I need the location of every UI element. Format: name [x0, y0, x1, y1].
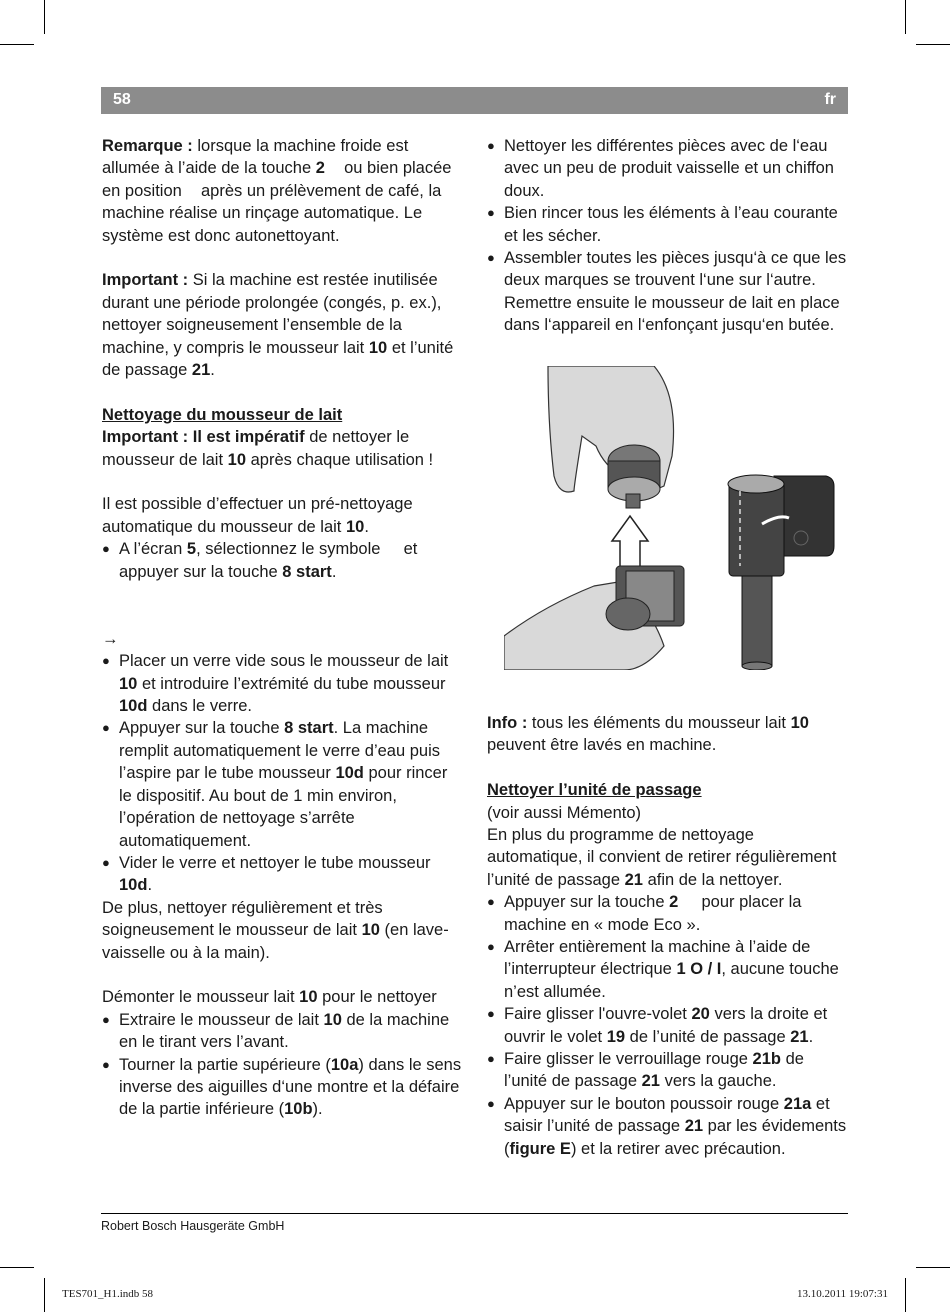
page-header-bar [101, 87, 848, 114]
list-item: ● Bien rincer tous les éléments à l’eau courante et les sécher. [487, 202, 849, 247]
frother-top-part [608, 445, 660, 508]
list-item: ● Appuyer sur la touche 8 start. La machine remplit automatiquement le verre d’eau puis l’aspire par le tube mousseur 10d pour rincer le dispositif. Au bout de 1 min environ, l’opération de nettoyage s’arrête automatiquement. [102, 717, 464, 851]
frother-bottom-part [606, 566, 684, 630]
list-item: ● Arrêter entièrement la machine à l’aide de l’interrupteur électrique 1 O / I, aucune touche n’est allumée. [487, 936, 849, 1003]
arrow-icon: → [102, 629, 119, 648]
footer-company: Robert Bosch Hausgeräte GmbH [101, 1219, 285, 1233]
slug-date: 13.10.2011 19:07:31 [797, 1288, 888, 1300]
milk-frother-illustration [504, 366, 844, 670]
list-item: ● Faire glisser l'ouvre-volet 20 vers la droite et ouvrir le volet 19 de l’unité de passage 21. [487, 1003, 849, 1048]
crop-mark [0, 44, 34, 45]
bullet-list [102, 650, 464, 896]
bullet-list [487, 135, 849, 337]
assembled-frother [728, 475, 834, 670]
list-item: ● A l’écran 5, sélectionnez le symbole et appuyer sur la touche 8 start. [102, 538, 464, 583]
crop-mark [916, 44, 950, 45]
section-heading-brewing-unit: Nettoyer l’unité de passage [487, 781, 702, 800]
crop-mark [0, 1267, 34, 1268]
list-item: ● Appuyer sur la touche 2 pour placer la machine en « mode Eco ». [487, 891, 849, 936]
important-cleaning-paragraph: Important : Il est impératif de nettoyer le mousseur de lait 10 après chaque utilisation ! [102, 428, 434, 469]
list-item: ● Tourner la partie supérieure (10a) dans le sens inverse des aiguilles d‘une montre et la défaire de la partie inférieure (10b). [102, 1054, 464, 1121]
crop-mark [905, 0, 906, 34]
page-number: 58 [113, 91, 131, 108]
list-item: ● Faire glisser le verrouillage rouge 21b de l’unité de passage 21 vers la gauche. [487, 1048, 849, 1093]
left-column [102, 135, 464, 1121]
see-also-note: (voir aussi Mémento) [487, 803, 642, 822]
language-code: fr [824, 91, 836, 108]
crop-mark [44, 0, 45, 34]
regular-cleaning-paragraph: De plus, nettoyer régulièrement et très soigneusement le mousseur de lait 10 (en lave-vaisselle ou à la main). [102, 898, 449, 962]
list-item: ● Extraire le mousseur de lait 10 de la machine en le tirant vers l’avant. [102, 1009, 464, 1054]
disassemble-paragraph: Démonter le mousseur lait 10 pour le nettoyer [102, 988, 437, 1007]
precleaning-paragraph: Il est possible d’effectuer un pré-nettoyage automatique du mousseur de lait 10. [102, 495, 413, 536]
bullet-list [102, 538, 464, 583]
list-item: ● Placer un verre vide sous le mousseur de lait 10 et introduire l’extrémité du tube mousseur 10d dans le verre. [102, 650, 464, 717]
bullet-list [487, 891, 849, 1160]
remark-paragraph: Remarque : lorsque la machine froide est allumée à l’aide de la touche 2 ou bien placée en position après un prélèvement de café, la machine réalise un rinçage automatique. Le système est donc autonettoyant. [102, 137, 452, 245]
list-item: ● Assembler toutes les pièces jusqu‘à ce que les deux marques se trouvent l‘une sur l‘autre. Remettre ensuite le mousseur de lait en place dans l‘appareil en l‘enfonçant jusqu‘en butée. [487, 247, 849, 337]
crop-mark [44, 1278, 45, 1312]
section-heading-milk-frother: Nettoyage du mousseur de lait [102, 405, 343, 424]
list-item: ● Nettoyer les différentes pièces avec de l‘eau avec un peu de produit vaisselle et un chiffon doux. [487, 135, 849, 202]
slug-file: TES701_H1.indb 58 [62, 1288, 154, 1300]
list-item: ● Vider le verre et nettoyer le tube mousseur 10d. [102, 852, 464, 897]
bullet-list [102, 1009, 464, 1121]
right-column-top [487, 135, 849, 337]
brewing-unit-paragraph: En plus du programme de nettoyage automatique, il convient de retirer régulièrement l’unité de passage 21 afin de la nettoyer. [487, 826, 837, 889]
info-paragraph: Info : tous les éléments du mousseur lait 10 peuvent être lavés en machine. [487, 714, 809, 755]
crop-mark [916, 1267, 950, 1268]
crop-mark [905, 1278, 906, 1312]
right-column-bottom [487, 712, 849, 1160]
important-paragraph: Important : Si la machine est restée inutilisée durant une période prolongée (congés, p. ex.), nettoyer soigneusement l’ensemble de la machine, y compris le mousseur lait 10 et l’unité de passage 21. [102, 271, 454, 380]
footer-divider [101, 1213, 848, 1214]
list-item: ● Appuyer sur le bouton poussoir rouge 21a et saisir l’unité de passage 21 par les évidements (figure E) et la retirer avec précaution. [487, 1093, 849, 1160]
